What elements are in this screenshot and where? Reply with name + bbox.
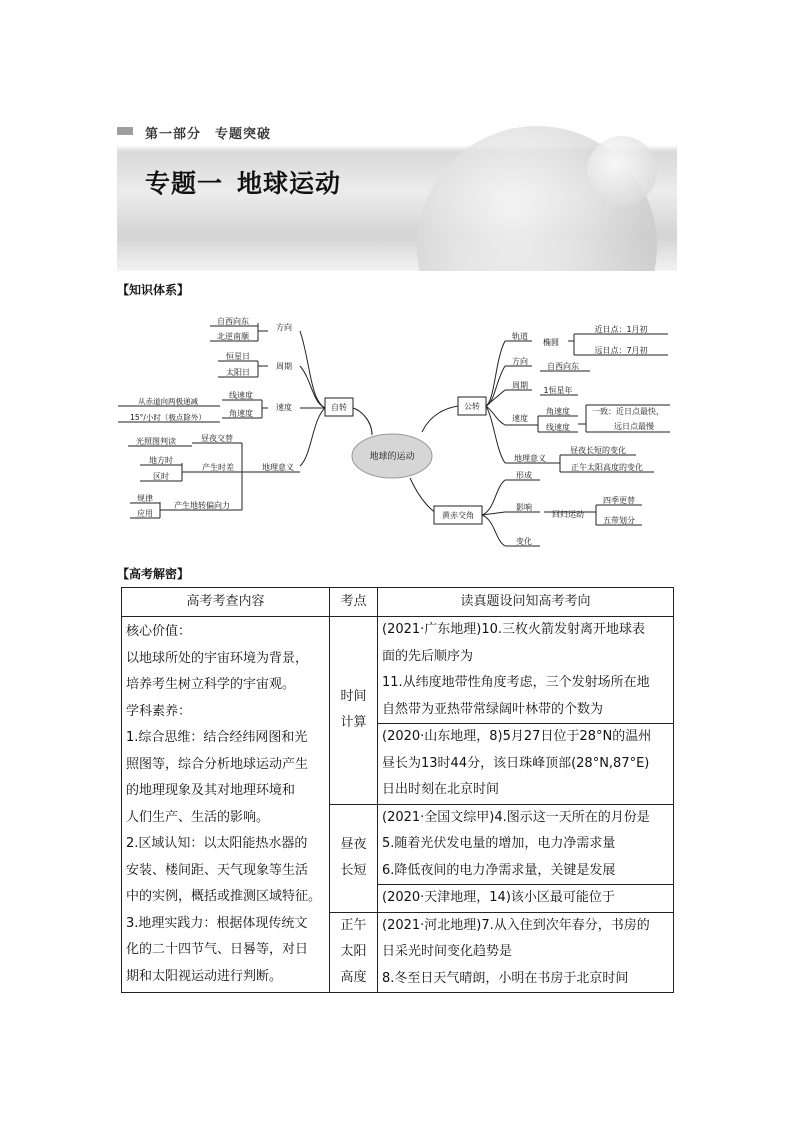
header-content: 高考考查内容 xyxy=(122,588,330,617)
topic-cell-daylength xyxy=(330,804,378,912)
exam-section-label: 【高考解密】 xyxy=(117,567,190,581)
content-line: 培养考生树立科学的宇宙观。 xyxy=(126,677,296,692)
rev-angular-speed: 角速度 xyxy=(546,407,570,416)
content-line: 安装、楼间距、天气现象等生活 xyxy=(126,862,309,878)
perihelion: 近日点：1月初 xyxy=(594,325,648,334)
rev-linear-speed: 线速度 xyxy=(546,423,570,432)
rot-speed-label: 速度 xyxy=(276,403,292,412)
topic-line: 长短 xyxy=(340,863,367,878)
content-line: 的地理现象及其对地理环境和 xyxy=(126,783,296,798)
question-line: 日出时刻在北京时间 xyxy=(382,782,500,797)
rev-significance-item-0: 昼夜长短的变化 xyxy=(570,446,626,455)
knowledge-section-label: 【知识体系】 xyxy=(117,283,190,297)
rev-speed-label: 速度 xyxy=(512,414,528,423)
question-line: 自然带为亚热带常绿阔叶林带的个数为 xyxy=(382,701,604,717)
content-line: 中的实例，概括或推测区域特征。 xyxy=(126,889,322,904)
exam-content-cell xyxy=(122,617,330,993)
title-prefix: 专题一 xyxy=(145,169,224,198)
content-line: 以地球所处的宇宙环境为背景， xyxy=(126,650,309,666)
question-line: 面的先后顺序为 xyxy=(382,648,474,664)
question-line: (2021·全国文综甲)4.图示这一天所在的月份是 xyxy=(382,809,650,825)
question-line: 6.降低夜间的电力净需求量，关键是发展 xyxy=(382,862,616,878)
obliquity-label: 黄赤交角 xyxy=(442,511,474,520)
rev-orbit-label: 轨道 xyxy=(512,332,528,341)
question-line: 8.冬至日天气晴朗，小明在书房于北京时间 xyxy=(382,970,629,986)
rot-angular-note: 15°/小时（极点除外） xyxy=(130,413,206,422)
rot-direction-item-1: 北逆南顺 xyxy=(217,332,249,341)
topic-line: 时间 xyxy=(340,689,367,705)
rot-direction-item-0: 自西向东 xyxy=(217,317,249,326)
question-cell xyxy=(378,617,674,724)
header-questions: 读真题设问知高考考向 xyxy=(378,588,674,617)
exam-header-row xyxy=(122,588,674,617)
chapter-banner xyxy=(117,96,677,271)
rev-significance-item-1: 正午太阳高度的变化 xyxy=(571,463,643,472)
part-heading: 第一部分 专题突破 xyxy=(145,127,272,142)
question-cell xyxy=(378,804,674,885)
time-diff-label: 产生时差 xyxy=(202,463,234,472)
aphelion: 远日点：7月初 xyxy=(594,346,648,355)
topic-cell-noon-sun xyxy=(330,912,378,993)
content-line: 化的二十四节气、日晷等，对日 xyxy=(126,942,309,957)
deflection-item-0: 规律 xyxy=(137,494,153,503)
obliquity-result-0: 四季更替 xyxy=(603,496,635,505)
question-line: (2020·天津地理，14)该小区最可能位于 xyxy=(382,890,615,905)
rot-period-label: 周期 xyxy=(276,362,292,371)
rot-linear-note: 从赤道向两极递减 xyxy=(138,397,198,406)
title-main: 地球运动 xyxy=(237,169,342,198)
topic-line: 太阳 xyxy=(340,944,367,960)
rev-orbit-shape: 椭圆 xyxy=(543,338,559,347)
content-line: 人们生产、生活的影响。 xyxy=(126,809,270,825)
center-label: 地球的运动 xyxy=(369,452,415,462)
content-line: 核心价值： xyxy=(126,624,192,639)
rev-direction-label: 方向 xyxy=(512,357,528,366)
question-line: (2021·广东地理)10.三枚火箭发射离开地球表 xyxy=(382,622,646,637)
chapter-title xyxy=(145,164,341,200)
topic-line: 计算 xyxy=(340,715,367,731)
topic-line: 正午 xyxy=(340,918,367,934)
rotation-label: 自转 xyxy=(331,403,347,412)
rot-period-item-1: 太阳日 xyxy=(226,368,250,377)
rot-significance-label: 地理意义 xyxy=(262,463,294,472)
moon-image xyxy=(587,136,657,206)
rot-angular-speed: 角速度 xyxy=(229,409,253,418)
header-topic: 考点 xyxy=(330,588,378,617)
part-marker xyxy=(117,127,133,135)
exam-table xyxy=(121,587,674,993)
rev-period-value: 1恒星年 xyxy=(543,386,573,395)
time-item-0: 地方时 xyxy=(149,456,173,465)
rev-speed-note-2: 远日点最慢 xyxy=(614,422,654,431)
rot-linear-speed: 线速度 xyxy=(229,391,253,400)
question-line: 昼长为13时44分，该日珠峰顶部(28°N,87°E) xyxy=(382,755,650,771)
topic-line: 高度 xyxy=(340,970,367,986)
rot-period-item-0: 恒星日 xyxy=(226,352,250,361)
question-line: (2020·山东地理，8)5月27日位于28°N的温州 xyxy=(382,729,652,744)
question-line: (2021·河北地理)7.从入住到次年春分，书房的 xyxy=(382,917,650,933)
obliquity-impact: 影响 xyxy=(516,503,532,512)
content-line: 1.综合思维：结合经纬网图和光 xyxy=(126,730,308,745)
question-cell xyxy=(378,724,674,805)
rot-direction-label: 方向 xyxy=(276,323,292,332)
knowledge-mind-map xyxy=(0,305,794,555)
table-row xyxy=(122,617,674,724)
rev-significance-label: 地理意义 xyxy=(514,454,546,463)
rev-direction-value: 自西向东 xyxy=(547,362,579,371)
content-line: 学科素养： xyxy=(126,703,192,719)
return-motion: 回归运动 xyxy=(552,510,584,519)
rev-speed-note-1: 一致：近日点最快， xyxy=(592,407,664,416)
question-cell xyxy=(378,912,674,993)
day-night-note: 光照图判读 xyxy=(136,437,176,446)
content-line: 期和太阳视运动进行判断。 xyxy=(126,968,283,984)
question-line: 11.从纬度地带性角度考虑，三个发射场所在地 xyxy=(382,675,650,690)
time-item-1: 区时 xyxy=(153,472,169,481)
deflection-item-1: 应用 xyxy=(137,509,153,518)
topic-line: 昼夜 xyxy=(340,837,367,852)
content-line: 2.区域认知：以太阳能热水器的 xyxy=(126,836,308,851)
rev-period-label: 周期 xyxy=(512,381,528,390)
question-line: 日采光时间变化趋势是 xyxy=(382,944,513,959)
deflection-label: 产生地转偏向力 xyxy=(174,501,230,510)
topic-cell-time xyxy=(330,617,378,805)
content-line: 3.地理实践力：根据体现传统文 xyxy=(126,915,308,931)
question-cell xyxy=(378,885,674,913)
content-line: 照图等，综合分析地球运动产生 xyxy=(126,756,309,772)
obliquity-formation: 形成 xyxy=(516,471,532,480)
obliquity-change: 变化 xyxy=(516,537,532,546)
question-line: 5.随着光伏发电量的增加，电力净需求量 xyxy=(382,836,616,851)
obliquity-result-1: 五带划分 xyxy=(603,516,635,525)
revolution-label: 公转 xyxy=(464,402,480,411)
day-night-label: 昼夜交替 xyxy=(201,434,233,443)
